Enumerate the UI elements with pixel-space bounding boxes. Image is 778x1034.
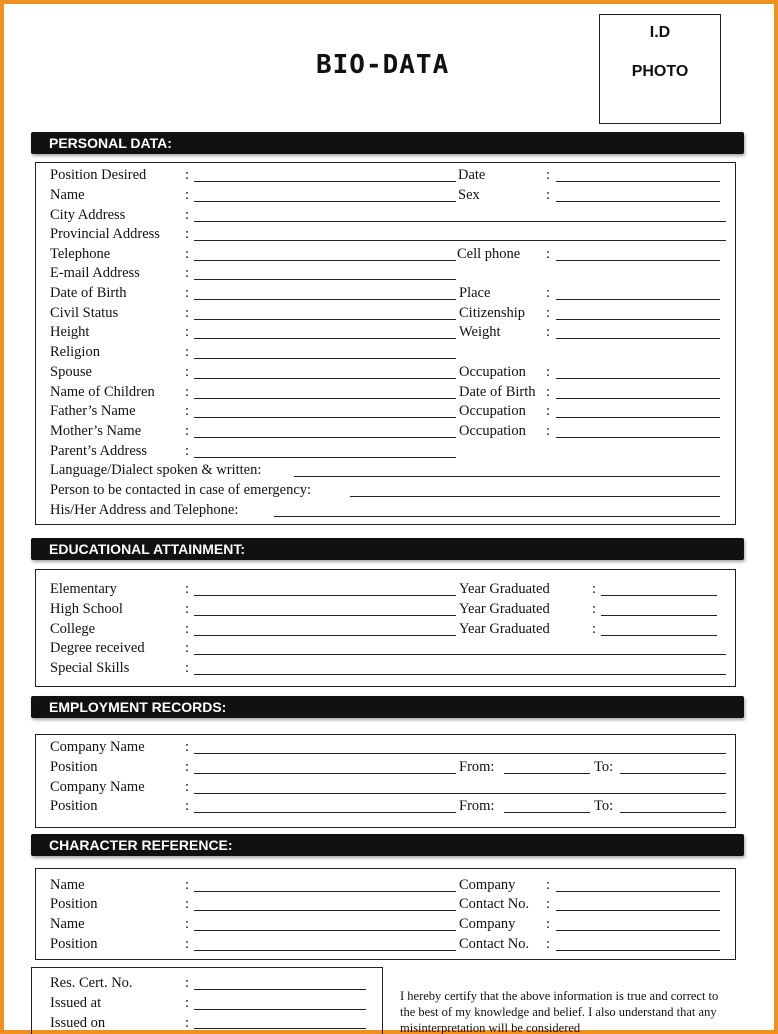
label-emergency-contact: Person to be contacted in case of emergency: [50, 482, 312, 498]
label-emergency-address: His/Her Address and Telephone: [50, 502, 239, 518]
field-reference-contact-2[interactable] [556, 950, 720, 951]
label-name-of-children: Name of Children [50, 384, 155, 400]
field-fathers-name[interactable] [194, 417, 456, 418]
label-from-2: From: [459, 798, 495, 814]
label-email: E-mail Address [50, 265, 140, 281]
field-reference-company-2[interactable] [556, 930, 720, 931]
field-mothers-name[interactable] [194, 437, 456, 438]
label-reference-position-1: Position [50, 896, 98, 912]
label-reference-position-2: Position [50, 936, 98, 952]
label-issued-on: Issued on [50, 1015, 106, 1031]
label-college-year: Year Graduated [459, 621, 550, 637]
field-children-date-of-birth[interactable] [556, 398, 720, 399]
field-language[interactable] [294, 476, 720, 477]
field-elementary-year[interactable] [601, 595, 717, 596]
field-date[interactable] [556, 181, 720, 182]
field-citizenship[interactable] [556, 319, 720, 320]
label-telephone: Telephone [50, 246, 111, 262]
section-box-character [35, 868, 736, 960]
label-spouse-occupation: Occupation [459, 364, 526, 380]
field-telephone[interactable] [194, 260, 456, 261]
label-special-skills: Special Skills [50, 660, 130, 676]
field-position-2[interactable] [194, 812, 456, 813]
label-reference-contact-2: Contact No. [459, 936, 530, 952]
label-father-occupation: Occupation [459, 403, 526, 419]
field-position-1[interactable] [194, 773, 456, 774]
field-elementary[interactable] [194, 595, 456, 596]
field-company-name-2[interactable] [194, 793, 726, 794]
label-city-address: City Address [50, 207, 126, 223]
field-reference-name-1[interactable] [194, 891, 456, 892]
label-from-1: From: [459, 759, 495, 775]
field-spouse[interactable] [194, 378, 456, 379]
label-reference-name-1: Name [50, 877, 85, 893]
label-position-desired: Position Desired [50, 167, 147, 183]
section-header-personal: PERSONAL DATA: [31, 132, 744, 154]
field-reference-company-1[interactable] [556, 891, 720, 892]
label-reference-company-2: Company [459, 916, 516, 932]
field-issued-on[interactable] [194, 1028, 366, 1029]
label-cell-phone: Cell phone [457, 246, 521, 262]
field-religion[interactable] [194, 358, 456, 359]
field-civil-status[interactable] [194, 319, 456, 320]
photo-label-id: I.D [649, 24, 671, 41]
field-position-desired[interactable] [194, 181, 456, 182]
field-issued-at[interactable] [194, 1009, 366, 1010]
field-from-1[interactable] [504, 773, 590, 774]
label-citizenship: Citizenship [459, 305, 526, 321]
label-date-of-birth: Date of Birth [50, 285, 127, 301]
label-high-school: High School [50, 601, 123, 617]
photo-label-photo: PHOTO [631, 63, 689, 80]
label-place: Place [459, 285, 491, 301]
label-children-date-of-birth: Date of Birth [459, 384, 536, 400]
label-fathers-name: Father’s Name [50, 403, 136, 419]
label-issued-at: Issued at [50, 995, 102, 1011]
field-special-skills[interactable] [194, 674, 726, 675]
label-high-school-year: Year Graduated [459, 601, 550, 617]
label-name: Name [50, 187, 85, 203]
label-mother-occupation: Occupation [459, 423, 526, 439]
field-name[interactable] [194, 201, 456, 202]
field-to-1[interactable] [620, 773, 726, 774]
label-company-name-1: Company Name [50, 739, 145, 755]
field-provincial-address[interactable] [194, 240, 726, 241]
certification-statement: I hereby certify that the above information is true and correct to the best of my knowledge and belief. I also understand that any misinterpretation will be considered [400, 989, 719, 1034]
label-parents-address: Parent’s Address [50, 443, 148, 459]
field-place[interactable] [556, 299, 720, 300]
label-civil-status: Civil Status [50, 305, 119, 321]
field-spouse-occupation[interactable] [556, 378, 720, 379]
field-res-cert-no[interactable] [194, 989, 366, 990]
field-email[interactable] [194, 279, 456, 280]
section-header-education: EDUCATIONAL ATTAINMENT: [31, 538, 744, 560]
label-degree-received: Degree received [50, 640, 145, 656]
field-college-year[interactable] [601, 635, 717, 636]
id-photo-box [599, 14, 721, 124]
field-high-school-year[interactable] [601, 615, 717, 616]
field-reference-position-2[interactable] [194, 950, 456, 951]
label-height: Height [50, 324, 90, 340]
section-box-education [35, 569, 736, 687]
field-college[interactable] [194, 635, 456, 636]
field-high-school[interactable] [194, 615, 456, 616]
field-reference-name-2[interactable] [194, 930, 456, 931]
label-date: Date [458, 167, 486, 183]
field-father-occupation[interactable] [556, 417, 720, 418]
field-mother-occupation[interactable] [556, 437, 720, 438]
label-reference-name-2: Name [50, 916, 85, 932]
label-to-2: To: [594, 798, 614, 814]
label-spouse: Spouse [50, 364, 92, 380]
label-elementary-year: Year Graduated [459, 581, 550, 597]
field-cell-phone[interactable] [556, 260, 720, 261]
form-title: BIO-DATA [316, 50, 450, 80]
label-mothers-name: Mother’s Name [50, 423, 142, 439]
label-position-2: Position [50, 798, 98, 814]
field-parents-address[interactable] [194, 457, 456, 458]
field-to-2[interactable] [620, 812, 726, 813]
field-date-of-birth[interactable] [194, 299, 456, 300]
field-reference-position-1[interactable] [194, 910, 456, 911]
section-header-character: CHARACTER REFERENCE: [31, 834, 744, 856]
section-header-employment: EMPLOYMENT RECORDS: [31, 696, 744, 718]
label-sex: Sex [458, 187, 480, 203]
field-height[interactable] [194, 338, 456, 339]
field-city-address[interactable] [194, 221, 726, 222]
field-emergency-contact[interactable] [350, 496, 720, 497]
field-degree-received[interactable] [194, 654, 726, 655]
field-emergency-address[interactable] [274, 516, 720, 517]
field-from-2[interactable] [504, 812, 590, 813]
label-religion: Religion [50, 344, 100, 360]
field-name-of-children[interactable] [194, 398, 456, 399]
label-res-cert-no: Res. Cert. No. [50, 975, 133, 991]
label-to-1: To: [594, 759, 614, 775]
label-weight: Weight [459, 324, 501, 340]
label-college: College [50, 621, 96, 637]
label-language: Language/Dialect spoken & written: [50, 462, 262, 478]
field-sex[interactable] [556, 201, 720, 202]
label-position-1: Position [50, 759, 98, 775]
label-provincial-address: Provincial Address [50, 226, 160, 242]
field-company-name-1[interactable] [194, 753, 726, 754]
label-company-name-2: Company Name [50, 779, 145, 795]
field-weight[interactable] [556, 338, 720, 339]
label-reference-contact-1: Contact No. [459, 896, 530, 912]
field-reference-contact-1[interactable] [556, 910, 720, 911]
label-reference-company-1: Company [459, 877, 516, 893]
label-elementary: Elementary [50, 581, 117, 597]
